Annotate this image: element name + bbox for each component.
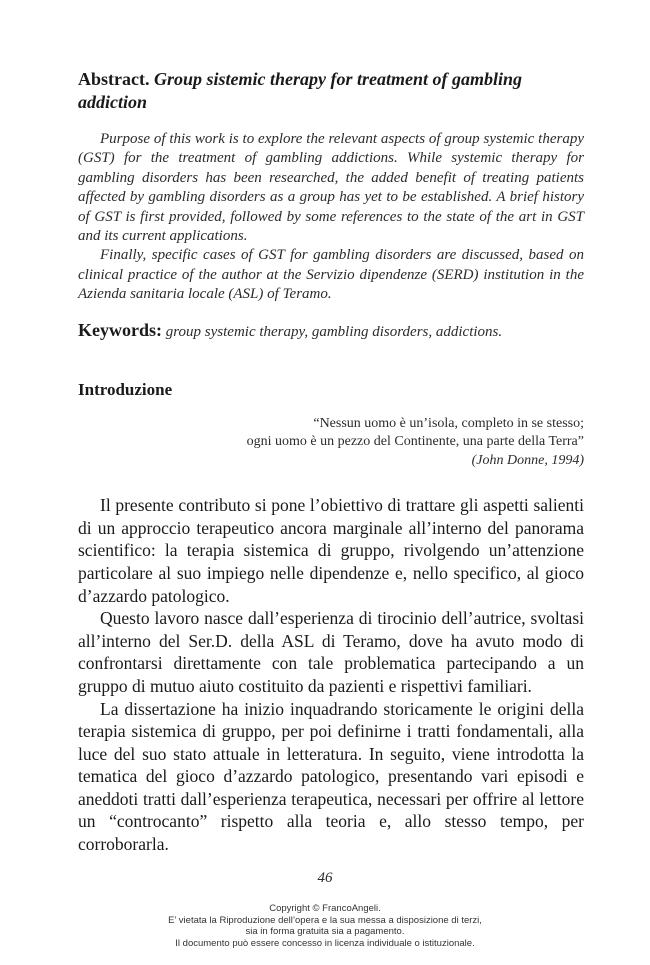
- abstract-paragraph: Finally, specific cases of GST for gambling disorders are discussed, based on clinical practice of the author at the Servizio dipendenze (SERD) institution in the Azienda sanitaria locale (ASL) of Teramo.: [78, 247, 584, 303]
- epigraph: [78, 415, 584, 471]
- copyright-line: E’ vietata la Riproduzione dell’opera e la sua messa a disposizione di terzi,: [168, 914, 482, 926]
- page-number: 46: [317, 870, 333, 886]
- abstract-body: [78, 130, 584, 305]
- section-title: Introduzione: [78, 379, 173, 399]
- body-paragraph: La dissertazione ha inizio inquadrando storicamente le origini della terapia sistemica di gruppo, per poi definirne i tratti fondamentali, alla luce del suo stato attuale in letteratura. In seguito, viene introdotta la tematica del gioco d’azzardo patologico, presentando vari episodi e aneddoti tratti dall’esperienza terapeutica, necessari per offrire al lettore un “controcanto” rispetto alla teoria e, allo stesso tempo, per corroborarla.: [78, 698, 584, 855]
- abstract-paragraph: Purpose of this work is to explore the relevant aspects of group systemic therapy (GST) for the treatment of gambling addictions. While systemic therapy for gambling disorders has been researched, the added benefit of treating patients affected by gambling disorders as a group has yet to be established. A brief history of GST is first provided, followed by some references to the state of the art in GST and its current applications.: [78, 131, 584, 245]
- copyright-line: Il documento può essere concesso in licenza individuale o istituzionale.: [175, 937, 475, 949]
- abstract-title: Group sistemic therapy for treatment of gambling addiction: [78, 69, 522, 112]
- body-text: [78, 494, 584, 856]
- epigraph-line: “Nessun uomo è un’isola, completo in se stesso;: [313, 415, 584, 431]
- abstract-heading: [78, 68, 584, 114]
- copyright-line: sia in forma gratuita sia a pagamento.: [245, 926, 405, 937]
- body-paragraph: Questo lavoro nasce dall’esperienza di tirocinio dell’autrice, svoltasi all’interno del Ser.D. della ASL di Teramo, dove ha avuto modo di confrontarsi direttamente con tale problematica partecipando a un gruppo di mutuo aiuto costituito da pazienti e rispettivi familiari.: [78, 608, 584, 696]
- epigraph-line: ogni uomo è un pezzo del Continente, una parte della Terra”: [246, 434, 584, 450]
- copyright-notice: [0, 903, 650, 949]
- page-content: [78, 68, 584, 856]
- body-paragraph: Il presente contributo si pone l’obiettivo di trattare gli aspetti salienti di un approccio terapeutico ancora marginale all’interno del panorama scientifico: la terapia sistemica di gruppo, rivolgendo un’attenzione particolare al suo impiego nelle dipendenze e, nello specifico, al gioco d’azzardo patologico.: [78, 495, 584, 606]
- epigraph-source: (John Donne, 1994): [471, 452, 584, 468]
- keywords-text: group systemic therapy, gambling disorders, addictions.: [165, 323, 503, 340]
- keywords: [78, 320, 584, 342]
- keywords-label: Keywords:: [78, 319, 162, 340]
- copyright-line: Copyright © FrancoAngeli.: [269, 903, 381, 914]
- abstract-label: Abstract.: [78, 69, 150, 89]
